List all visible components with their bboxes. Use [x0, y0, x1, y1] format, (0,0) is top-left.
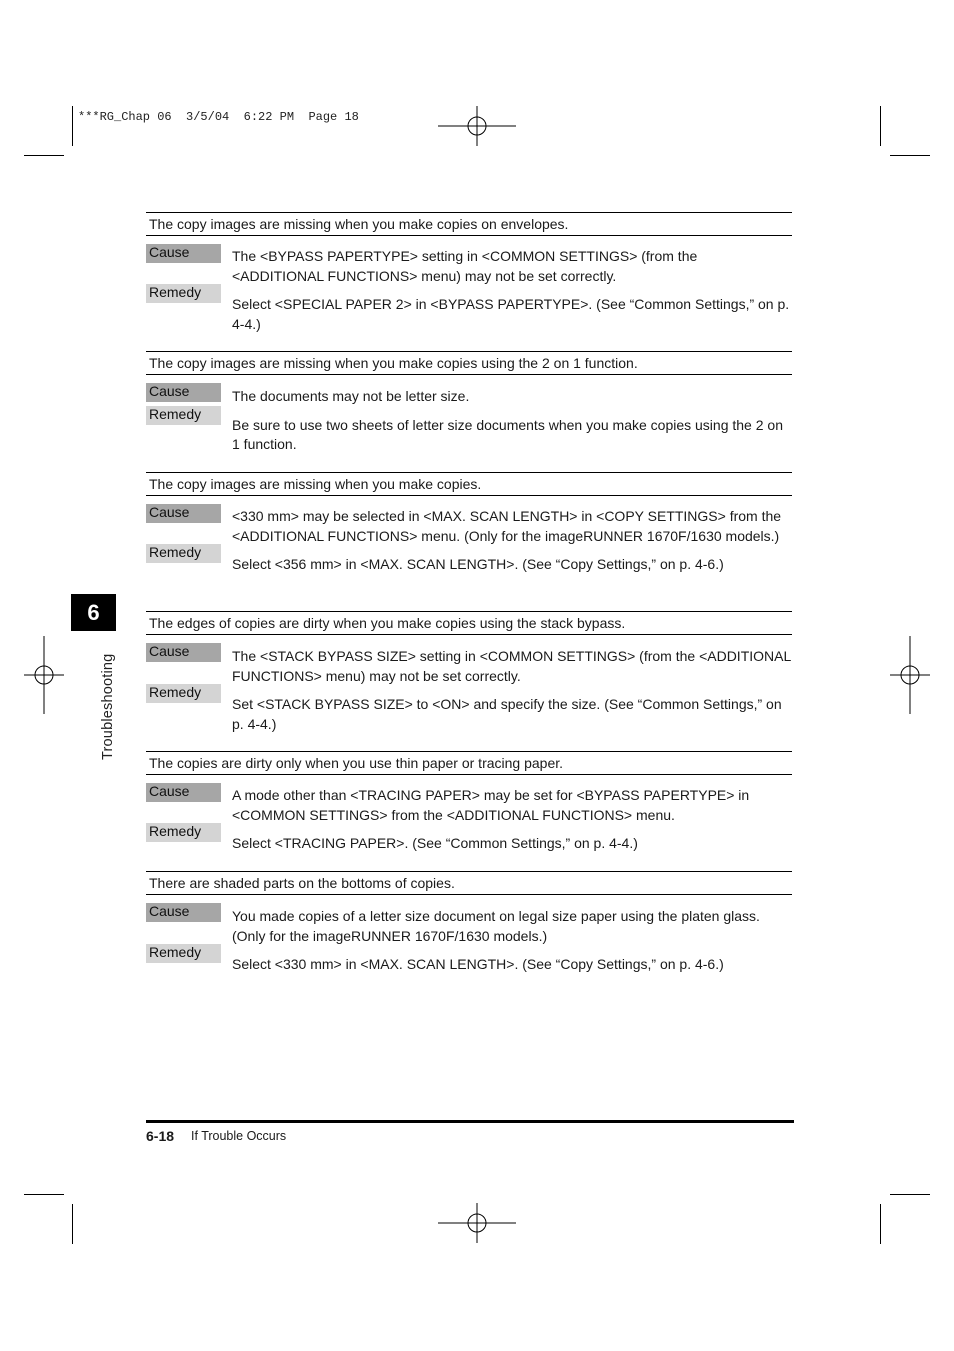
remedy-row [146, 405, 792, 455]
remedy-label: Remedy [146, 284, 221, 303]
remedy-label: Remedy [146, 544, 221, 563]
remedy-text: Select <SPECIAL PAPER 2> in <BYPASS PAPERTYPE>. (See “Common Settings,” on p. 4-4.) [232, 296, 790, 332]
cause-row [146, 383, 792, 407]
trouble-section [146, 751, 792, 854]
remedy-text: Be sure to use two sheets of letter size documents when you make copies using the 2 on 1 function. [232, 416, 783, 452]
section-title: The copy images are missing when you make copies using the 2 on 1 function. [146, 351, 792, 375]
remedy-row [146, 544, 792, 575]
cause-row [146, 244, 792, 286]
cause-text: The <STACK BYPASS SIZE> setting in <COMMON SETTINGS> (from the <ADDITIONAL FUNCTIONS> menu) may not be set correctly. [232, 648, 791, 684]
trouble-section [146, 472, 792, 575]
remedy-text: Set <STACK BYPASS SIZE> to <ON> and specify the size. (See “Common Settings,” on p. 4-4.) [232, 696, 782, 732]
remedy-row [146, 684, 792, 734]
crop-mark [24, 155, 64, 156]
crop-mark [72, 1204, 73, 1244]
chapter-side-label: Troubleshooting [100, 653, 116, 760]
remedy-row [146, 944, 792, 975]
trouble-section [146, 212, 792, 334]
footer-rule [146, 1120, 794, 1123]
remedy-row [146, 823, 792, 854]
cause-label: Cause [146, 383, 221, 402]
cause-label: Cause [146, 783, 221, 802]
cause-text: The <BYPASS PAPERTYPE> setting in <COMMON SETTINGS> (from the <ADDITIONAL FUNCTIONS> menu) may not be set correctly. [232, 248, 698, 284]
cause-row [146, 903, 792, 946]
cause-label: Cause [146, 903, 221, 922]
remedy-row [146, 284, 792, 334]
section-title: The copies are dirty only when you use thin paper or tracing paper. [146, 751, 792, 775]
chapter-tab: 6 [71, 594, 116, 631]
footer-section-title: If Trouble Occurs [191, 1129, 287, 1143]
crop-mark [880, 1204, 881, 1244]
registration-mark-bottom [438, 1203, 516, 1243]
cause-row [146, 504, 792, 546]
remedy-label: Remedy [146, 944, 221, 963]
trouble-section [146, 611, 792, 734]
crop-mark [880, 106, 881, 146]
cause-row [146, 643, 792, 686]
remedy-text: Select <TRACING PAPER>. (See “Common Settings,” on p. 4-4.) [232, 835, 638, 851]
crop-mark [890, 1194, 930, 1195]
crop-mark [24, 1194, 64, 1195]
cause-row [146, 783, 792, 825]
cause-label: Cause [146, 643, 221, 662]
page-number: 6-18 [146, 1128, 175, 1144]
cause-label: Cause [146, 244, 221, 263]
print-slug-line: ***RG_Chap 06 3/5/04 6:22 PM Page 18 [78, 110, 359, 124]
trouble-section [146, 871, 792, 975]
section-title: The edges of copies are dirty when you make copies using the stack bypass. [146, 611, 792, 635]
remedy-label: Remedy [146, 684, 221, 703]
cause-text: <330 mm> may be selected in <MAX. SCAN LENGTH> in <COPY SETTINGS> from the <ADDITIONAL FUNCTIONS> menu. (Only for the imageRUNNER 1670F/1630 models.) [232, 508, 782, 544]
section-title: The copy images are missing when you make copies. [146, 472, 792, 496]
crop-mark [72, 106, 73, 146]
crop-mark [890, 155, 930, 156]
registration-mark-left [24, 636, 64, 714]
cause-text: You made copies of a letter size document on legal size paper using the platen glass. (Only for the imageRUNNER 1670F/1630 models.) [232, 908, 760, 944]
registration-mark-top [438, 106, 516, 146]
trouble-section [146, 351, 792, 455]
registration-mark-right [890, 636, 930, 714]
cause-text: A mode other than <TRACING PAPER> may be set for <BYPASS PAPERTYPE> in <COMMON SETTINGS> from the <ADDITIONAL FUNCTIONS> menu. [232, 787, 750, 823]
remedy-text: Select <356 mm> in <MAX. SCAN LENGTH>. (See “Copy Settings,” on p. 4-6.) [232, 556, 724, 572]
remedy-label: Remedy [146, 406, 221, 425]
cause-text: The documents may not be letter size. [232, 388, 470, 404]
remedy-text: Select <330 mm> in <MAX. SCAN LENGTH>. (See “Copy Settings,” on p. 4-6.) [232, 956, 724, 972]
remedy-label: Remedy [146, 823, 221, 842]
section-title: There are shaded parts on the bottoms of copies. [146, 871, 792, 895]
section-title: The copy images are missing when you make copies on envelopes. [146, 212, 792, 236]
cause-label: Cause [146, 504, 221, 523]
